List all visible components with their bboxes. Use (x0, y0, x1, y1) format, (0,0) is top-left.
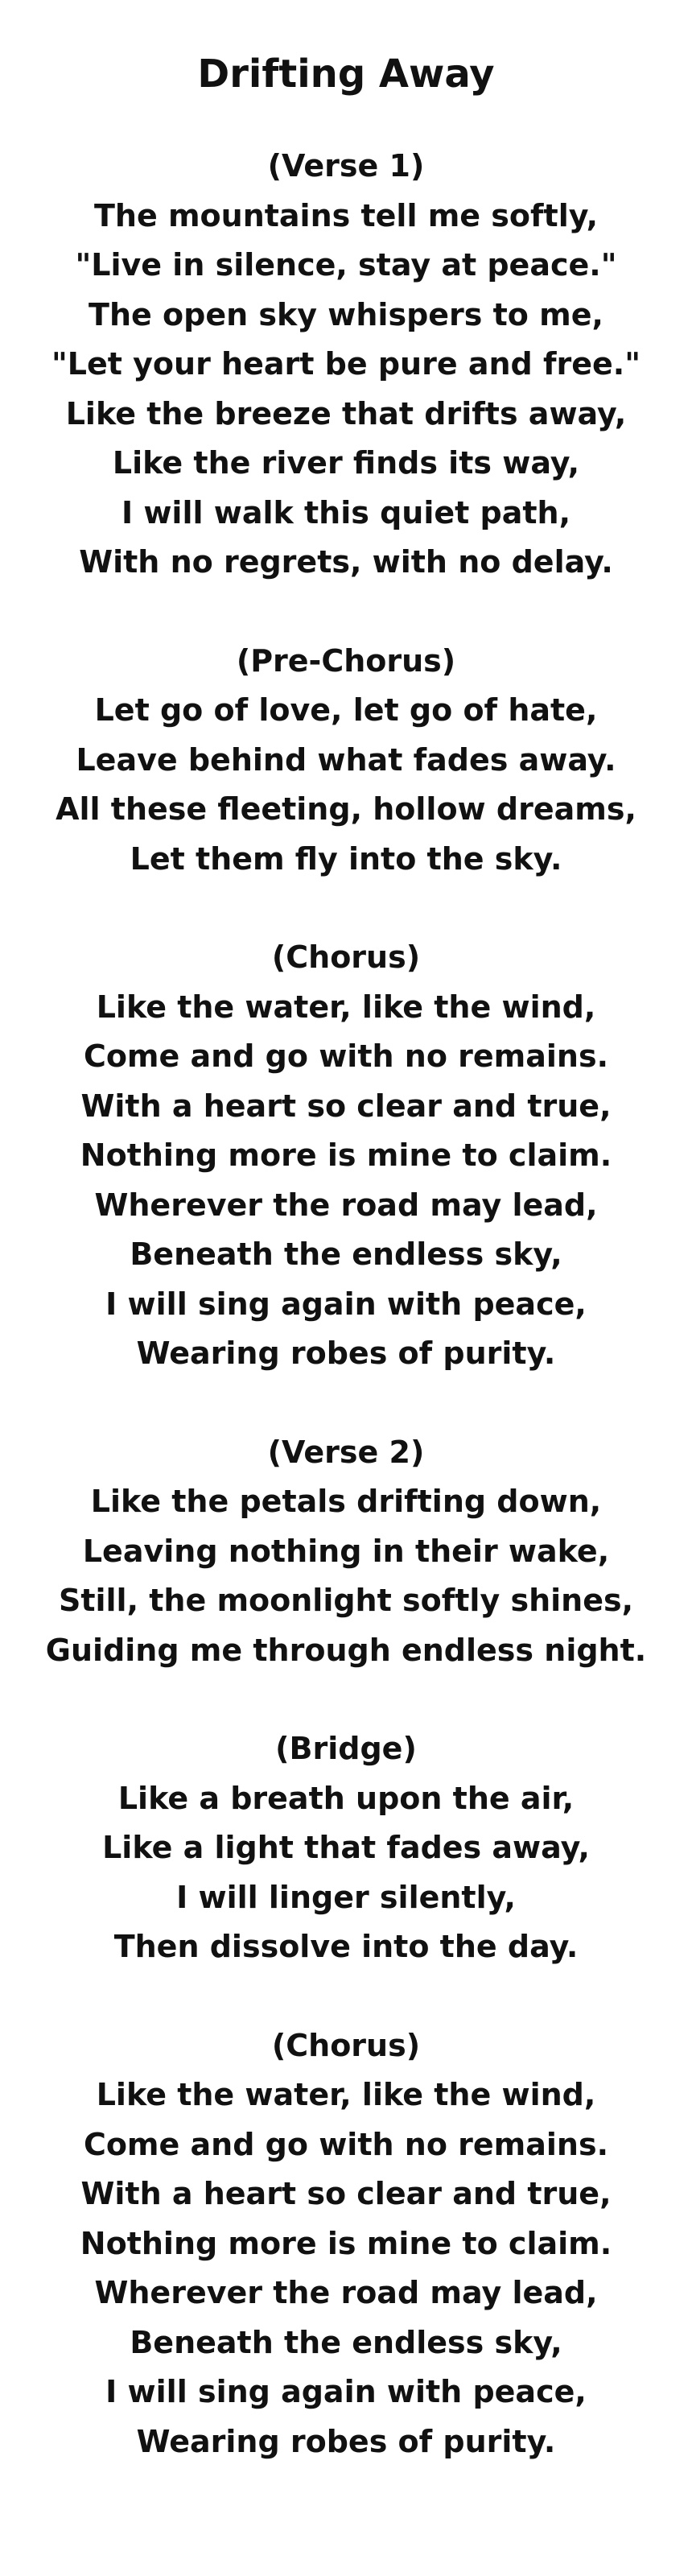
lyric-line: I will sing again with peace, (105, 1286, 587, 1322)
lyric-line: Like a breath upon the air, (117, 1780, 575, 1816)
lyric-line: Nothing more is mine to claim. (80, 1137, 612, 1173)
section-label: (Pre-Chorus) (236, 642, 456, 679)
lyric-line: Like the water, like the wind, (96, 989, 596, 1025)
lyric-line: Like the water, like the wind, (96, 2077, 596, 2112)
section-chorus-2 (0, 2021, 692, 2467)
lyric-line: Like a light that fades away, (102, 1830, 590, 1865)
section-label: (Verse 2) (267, 1434, 425, 1470)
lyric-line: I will walk this quiet path, (121, 494, 571, 530)
lyric-line: With a heart so clear and true, (80, 1088, 612, 1124)
lyric-line: Then dissolve into the day. (113, 1929, 579, 1964)
lyric-line: Nothing more is mine to claim. (80, 2225, 612, 2261)
song-title: Drifting Away (197, 52, 495, 97)
lyric-line: Guiding me through endless night. (45, 1632, 647, 1668)
lyric-line: With no regrets, with no delay. (79, 544, 613, 580)
lyric-line: Let them fly into the sky. (130, 840, 562, 877)
lyric-line: Leave behind what fades away. (76, 741, 616, 778)
lyric-line: Wearing robes of purity. (136, 1335, 556, 1371)
section-bridge (0, 1724, 692, 1972)
section-label: (Chorus) (271, 2027, 421, 2063)
section-label: (Verse 1) (267, 148, 425, 184)
lyric-line: Wherever the road may lead, (94, 2275, 598, 2310)
lyric-line: "Live in silence, stay at peace." (75, 247, 617, 283)
lyric-line: Beneath the endless sky, (130, 1236, 562, 1272)
lyric-line: Come and go with no remains. (83, 1038, 609, 1074)
lyric-line: Come and go with no remains. (83, 2126, 609, 2162)
lyric-line: Leaving nothing in their wake, (82, 1533, 610, 1569)
lyric-line: With a heart so clear and true, (80, 2176, 612, 2211)
lyric-line: Like the river finds its way, (112, 445, 580, 481)
lyric-line: Wearing robes of purity. (136, 2423, 556, 2459)
lyric-line: I will linger silently, (176, 1879, 516, 1915)
lyric-line: Wherever the road may lead, (94, 1187, 598, 1223)
lyric-line: The open sky whispers to me, (89, 296, 603, 332)
lyric-line: I will sing again with peace, (105, 2374, 587, 2409)
lyric-line: The mountains tell me softly, (93, 197, 599, 233)
section-chorus-1 (0, 933, 692, 1379)
lyric-line: Like the breeze that drifts away, (65, 395, 627, 431)
lyric-line: All these fleeting, hollow dreams, (56, 791, 636, 827)
lyric-line: Beneath the endless sky, (130, 2324, 562, 2360)
lyric-line: Still, the moonlight softly shines, (58, 1583, 634, 1618)
section-verse-2 (0, 1428, 692, 1676)
lyric-line: "Let your heart be pure and free." (51, 346, 641, 382)
section-label: (Chorus) (271, 939, 421, 975)
lyric-line: Let go of love, let go of hate, (94, 692, 598, 728)
lyric-line: Like the petals drifting down, (90, 1484, 602, 1519)
section-pre-chorus (0, 637, 692, 885)
section-label: (Bridge) (275, 1731, 417, 1766)
section-verse-1 (0, 142, 692, 588)
